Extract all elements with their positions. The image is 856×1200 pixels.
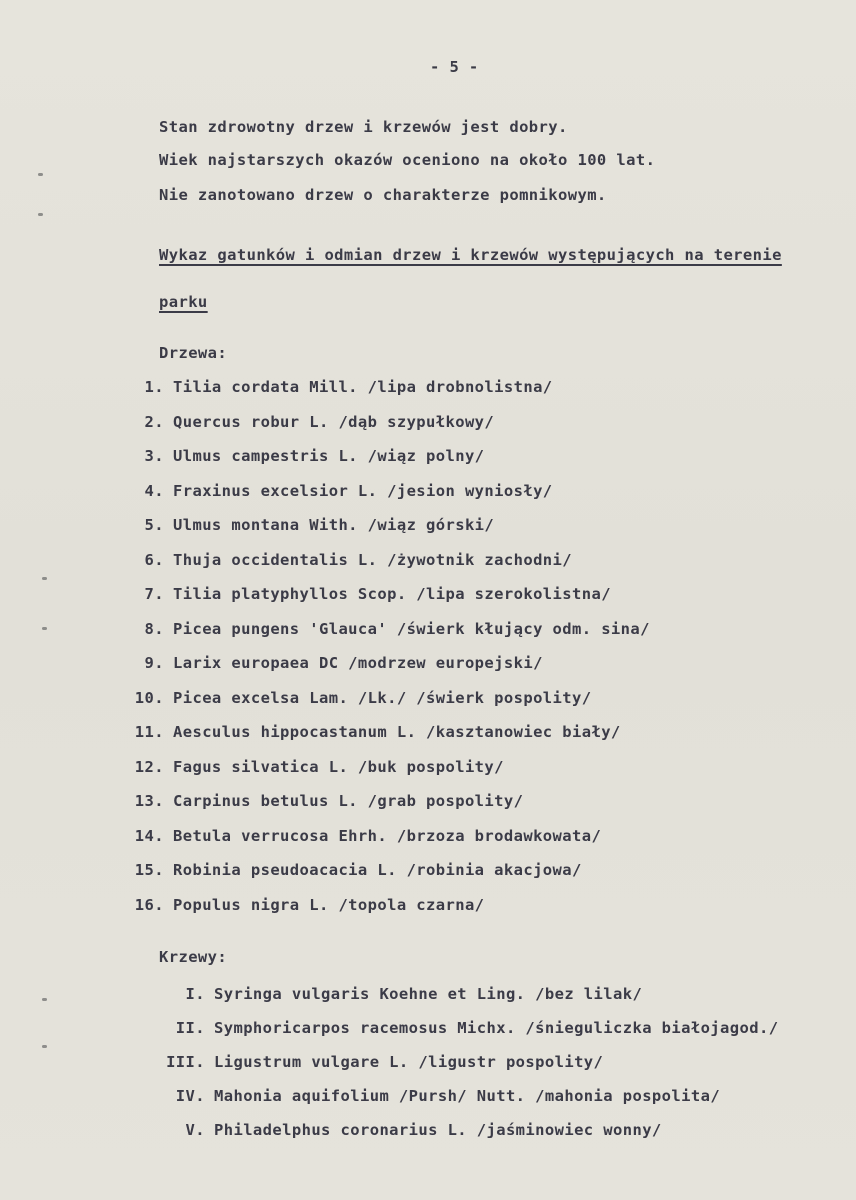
tree-item-number: 6. — [144, 550, 164, 569]
tree-item-text: Aesculus hippocastanum L. /kasztanowiec biały/ — [173, 723, 621, 741]
tree-list-item — [130, 447, 484, 465]
punch-mark — [42, 627, 47, 630]
tree-item-number: 2. — [144, 412, 164, 431]
page-number: - 5 - — [430, 58, 479, 76]
tree-item-number: 13. — [134, 792, 164, 810]
tree-item-text: Tilia platyphyllos Scop. /lipa szerokolistna/ — [173, 585, 611, 603]
tree-list-item — [130, 516, 494, 534]
tree-list-item — [130, 482, 553, 500]
shrub-list-item — [155, 1053, 603, 1071]
shrub-item-number: III. — [166, 1053, 205, 1071]
tree-item-text: Fagus silvatica L. /buk pospolity/ — [173, 757, 504, 776]
tree-item-number: 10. — [134, 688, 164, 707]
shrub-list-item — [155, 1019, 778, 1037]
tree-list-item — [130, 896, 484, 914]
tree-item-text: Ulmus montana With. /wiąz górski/ — [173, 516, 495, 534]
intro-line: Nie zanotowano drzew o charakterze pomnikowym. — [159, 186, 607, 204]
shrub-item-text: Mahonia aquifolium /Pursh/ Nutt. /mahonia pospolita/ — [214, 1087, 721, 1105]
tree-item-text: Fraxinus excelsior L. /jesion wyniosły/ — [173, 481, 553, 500]
tree-item-text: Picea excelsa Lam. /Lk./ /świerk pospolity/ — [173, 688, 592, 707]
shrub-item-text: Symphoricarpos racemosus Michx. /śnieguliczka białojagod./ — [214, 1019, 779, 1037]
punch-mark — [42, 1045, 47, 1048]
shrub-item-number: IV. — [175, 1087, 205, 1105]
tree-list-item — [130, 827, 601, 845]
shrub-item-text: Ligustrum vulgare L. /ligustr pospolity/ — [214, 1053, 604, 1071]
tree-list-item — [130, 654, 543, 672]
tree-item-text: Quercus robur L. /dąb szypułkowy/ — [173, 412, 495, 431]
shrub-list-item — [155, 985, 642, 1003]
tree-item-number: 3. — [144, 447, 164, 465]
tree-list-item — [130, 723, 621, 741]
tree-item-text: Populus nigra L. /topola czarna/ — [173, 895, 485, 914]
tree-item-text: Carpinus betulus L. /grab pospolity/ — [173, 792, 524, 810]
tree-list-item — [130, 620, 650, 638]
shrub-item-number: I. — [185, 985, 205, 1003]
tree-list-item — [130, 861, 582, 879]
shrubs-label: Krzewy: — [159, 948, 228, 966]
tree-item-text: Robinia pseudoacacia L. /robinia akacjowa/ — [173, 861, 582, 879]
punch-mark — [42, 998, 47, 1001]
tree-item-number: 12. — [134, 757, 164, 776]
section-heading: Wykaz gatunków i odmian drzew i krzewów występujących na terenie — [159, 246, 782, 264]
tree-item-text: Tilia cordata Mill. /lipa drobnolistna/ — [173, 378, 553, 396]
tree-item-number: 7. — [144, 585, 164, 603]
shrub-list-item — [155, 1121, 662, 1139]
tree-list-item — [130, 413, 494, 431]
shrub-item-number: II. — [175, 1019, 205, 1037]
tree-list-item — [130, 758, 504, 776]
tree-item-text: Picea pungens 'Glauca' /świerk kłujący odm. sina/ — [173, 619, 650, 638]
tree-item-number: 1. — [144, 378, 164, 396]
tree-list-item — [130, 689, 591, 707]
tree-item-number: 9. — [144, 654, 164, 672]
tree-list-item — [130, 378, 553, 396]
punch-mark — [38, 213, 43, 216]
punch-mark — [42, 577, 47, 580]
tree-list-item — [130, 551, 572, 569]
tree-item-text: Thuja occidentalis L. /żywotnik zachodni/ — [173, 550, 573, 569]
tree-item-number: 11. — [134, 723, 164, 741]
intro-line: Stan zdrowotny drzew i krzewów jest dobry. — [159, 118, 568, 136]
tree-item-number: 4. — [144, 481, 164, 500]
tree-item-number: 8. — [144, 619, 164, 638]
shrub-list-item — [155, 1087, 720, 1105]
tree-item-number: 15. — [134, 861, 164, 879]
tree-list-item — [130, 792, 523, 810]
tree-item-text: Betula verrucosa Ehrh. /brzoza brodawkowata/ — [173, 826, 602, 845]
shrub-item-text: Syringa vulgaris Koehne et Ling. /bez lilak/ — [214, 985, 643, 1003]
trees-label: Drzewa: — [159, 344, 228, 362]
shrub-item-text: Philadelphus coronarius L. /jaśminowiec wonny/ — [214, 1121, 662, 1139]
tree-item-number: 16. — [134, 895, 164, 914]
tree-item-number: 14. — [134, 826, 164, 845]
tree-item-text: Ulmus campestris L. /wiąz polny/ — [173, 447, 485, 465]
punch-mark — [38, 173, 43, 176]
section-heading-continued: parku — [159, 293, 208, 311]
shrub-item-number: V. — [185, 1121, 205, 1139]
tree-item-text: Larix europaea DC /modrzew europejski/ — [173, 654, 543, 672]
tree-item-number: 5. — [144, 516, 164, 534]
intro-line: Wiek najstarszych okazów oceniono na około 100 lat. — [159, 151, 656, 169]
tree-list-item — [130, 585, 611, 603]
